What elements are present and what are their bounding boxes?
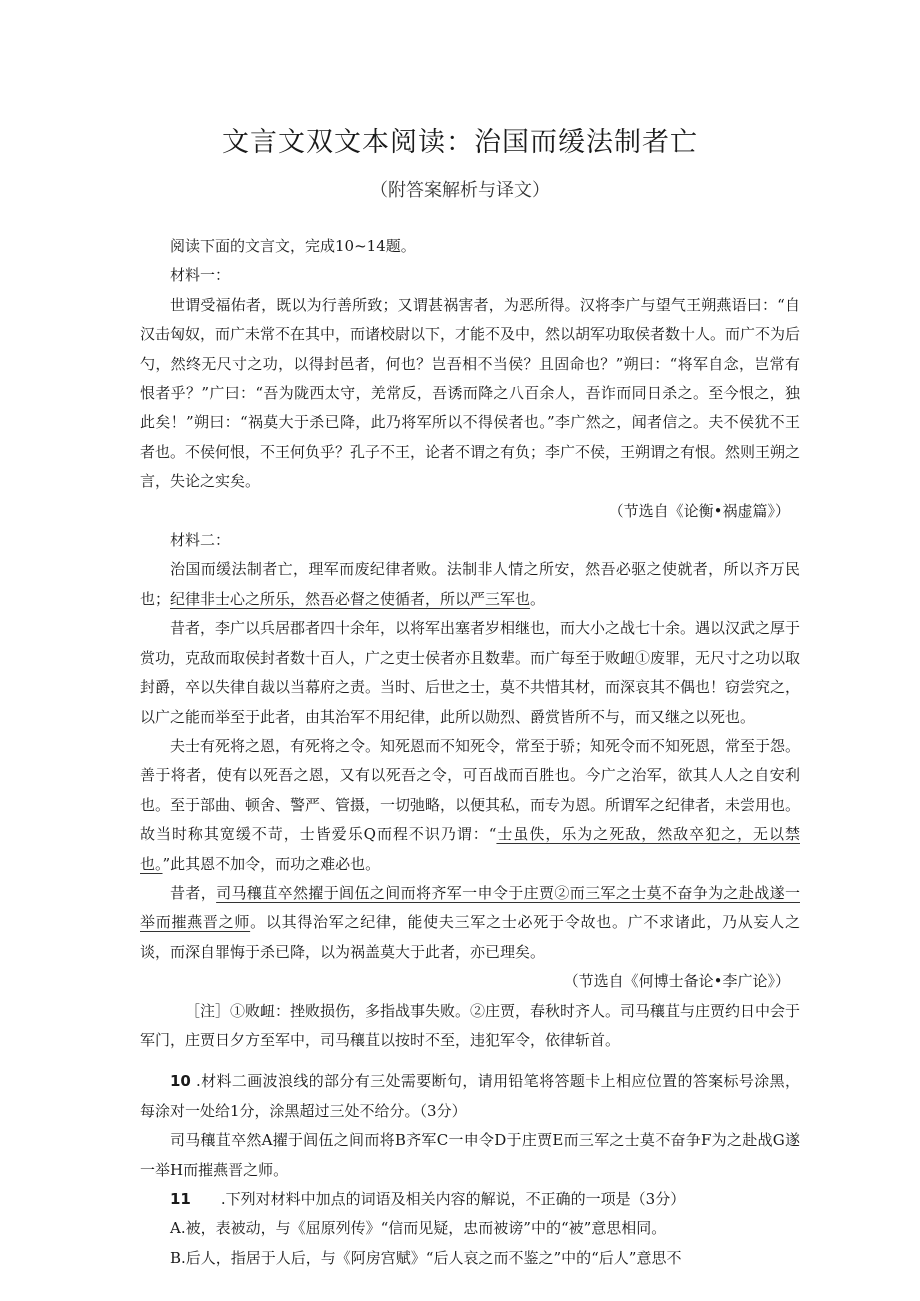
material2-p3-underlined: 士虽佚，乐为之死敌，然敌卒犯之，无以禁也。 [140, 825, 800, 873]
question-11-option-a: A.被，表被动，与《屈原列传》“信而见疑，忠而被谤”中的“被”意思相同。 [170, 1219, 667, 1238]
page-subtitle: （附答案解析与译文） [370, 180, 550, 201]
material2-p1-underlined: 纪律非士心之所乐，然吾必督之使循者，所以严三军也 [170, 589, 531, 608]
document-body [140, 232, 800, 1273]
question-11-number: 11 [170, 1190, 191, 1208]
annotation-note: ［注］①败衄：挫败损伤，多指战事失败。②庄贾，春秋时齐人。司马穰苴与庄贾约日中会于军门，庄贾日夕方至军中，司马穰苴以按时不至，违犯军令，依律斩首。 [140, 1001, 801, 1049]
question-10-options: 司马穰苴卒然A擢于闾伍之间而将B齐军C一申令D于庄贾E而三军之士莫不奋争F为之赴战G遂一举H而摧燕晋之师。 [140, 1131, 800, 1179]
material2-paragraph-3 [140, 732, 800, 879]
material2-p4-wavy-section: 司马穰苴卒然擢于闾伍之间而将齐军一申令于庄贾②而三军之士莫不奋争为之赴战遂一举而摧燕晋之师 [140, 883, 800, 932]
question-11-option-b: B.后人，指居于人后，与《阿房宫赋》“后人哀之而不鉴之”中的“后人”意思不 [170, 1248, 682, 1267]
material2-source: （节选自《何博士备论•李广论》） [563, 972, 790, 991]
material2-p1-text: 治国而缓法制者亡，理军而废纪律者败。法制非人情之所安，然吾必驱之使就者，所以齐万民也； [140, 560, 800, 608]
material2-p3-text: 夫士有死将之恩，有死将之令。知死恩而不知死令，常至于骄；知死令而不知死恩，常至于怨。善于将者，使有以死吾之恩，又有以死吾之令，可百战而百胜也。今广之治军，欲其人人之自安利也。至于部曲、顿舍、警严、管摄，一切弛略，以便其私，而专为恩。所谓军之纪律者，未尝用也。故当时称其宽缓不苛，士皆爱乐Q而程不识乃谓：“ [140, 736, 801, 844]
material2-p1-end: 。 [530, 589, 546, 608]
material2-label: 材料二： [170, 531, 231, 550]
question-11 [140, 1185, 800, 1214]
question-10 [140, 1067, 800, 1126]
material2-paragraph-1 [140, 555, 800, 614]
material2-paragraph-4 [140, 879, 800, 967]
material1-text: 世谓受福佑者，既以为行善所致；又谓甚祸害者，为恶所得。汉将李广与望气王朔燕语曰：“自汉击匈奴，而广未常不在其中，而诸校尉以下，才能不及中，然以胡军功取侯者数十人。而广不为后勺，然终无尺寸之功，以得封邑者，何也？岂吾相不当侯？且固命也？”朔曰：“将军自念，岂常有恨者乎？”广曰：“吾为陇西太守，羌常反，吾诱而降之八百余人，吾诈而同日杀之。至今恨之，独此矣！”朔曰：“祸莫大于杀已降，此乃将军所以不得侯者也。”李广然之，闻者信之。夫不侯犹不王者也。不侯何恨，不王何负乎？孔子不王，论者不谓之有负；李广不侯，王朔谓之有恨。然则王朔之言，失论之实矣。 [140, 295, 801, 491]
material2-p3-end: ”此其恩不加令，而功之难必也。 [162, 854, 381, 873]
question-11-stem: .下列对材料中加点的词语及相关内容的解说，不正确的一项是（3分） [190, 1190, 686, 1208]
material2-paragraph-2: 昔者，李广以兵居郡者四十余年，以将军出塞者岁相继也，而大小之战七十余。遇以汉武之厚于赏功，克敌而取侯封者数十百人，广之吏士侯者亦且数辈。而广每至于败衄①废罪，无尺寸之功以取封爵，卒以失律自裁以当幕府之责。当时、后世之士，莫不共惜其材，而深哀其不偶也！窃尝究之，以广之能而举至于此者，由其治军不用纪律，此所以勋烈、爵赏皆所不与，而又继之以死也。 [140, 619, 801, 726]
question-10-number: 10 [170, 1072, 191, 1091]
material2-p4-start: 昔者， [170, 883, 217, 902]
material2-p4-text: 。以其得治军之纪律，能使夫三军之士必死于令故也。广不求诸此，乃从妄人之谈，而深自罪悔于杀已降，以为祸盖莫大于此者，亦已理矣。 [140, 913, 800, 961]
page-title: 文言文双文本阅读：治国而缓法制者亡 [222, 127, 698, 158]
intro-text: 阅读下面的文言文，完成10~14题。 [170, 237, 416, 255]
material1-label: 材料一： [170, 266, 231, 285]
question-10-stem: .材料二画波浪线的部分有三处需要断句，请用铅笔将答题卡上相应位置的答案标号涂黑，每涂对一处给1分，涂黑超过三处不给分。（3分） [140, 1072, 800, 1120]
material1-source: （节选自《论衡•祸虚篇》） [608, 501, 790, 520]
